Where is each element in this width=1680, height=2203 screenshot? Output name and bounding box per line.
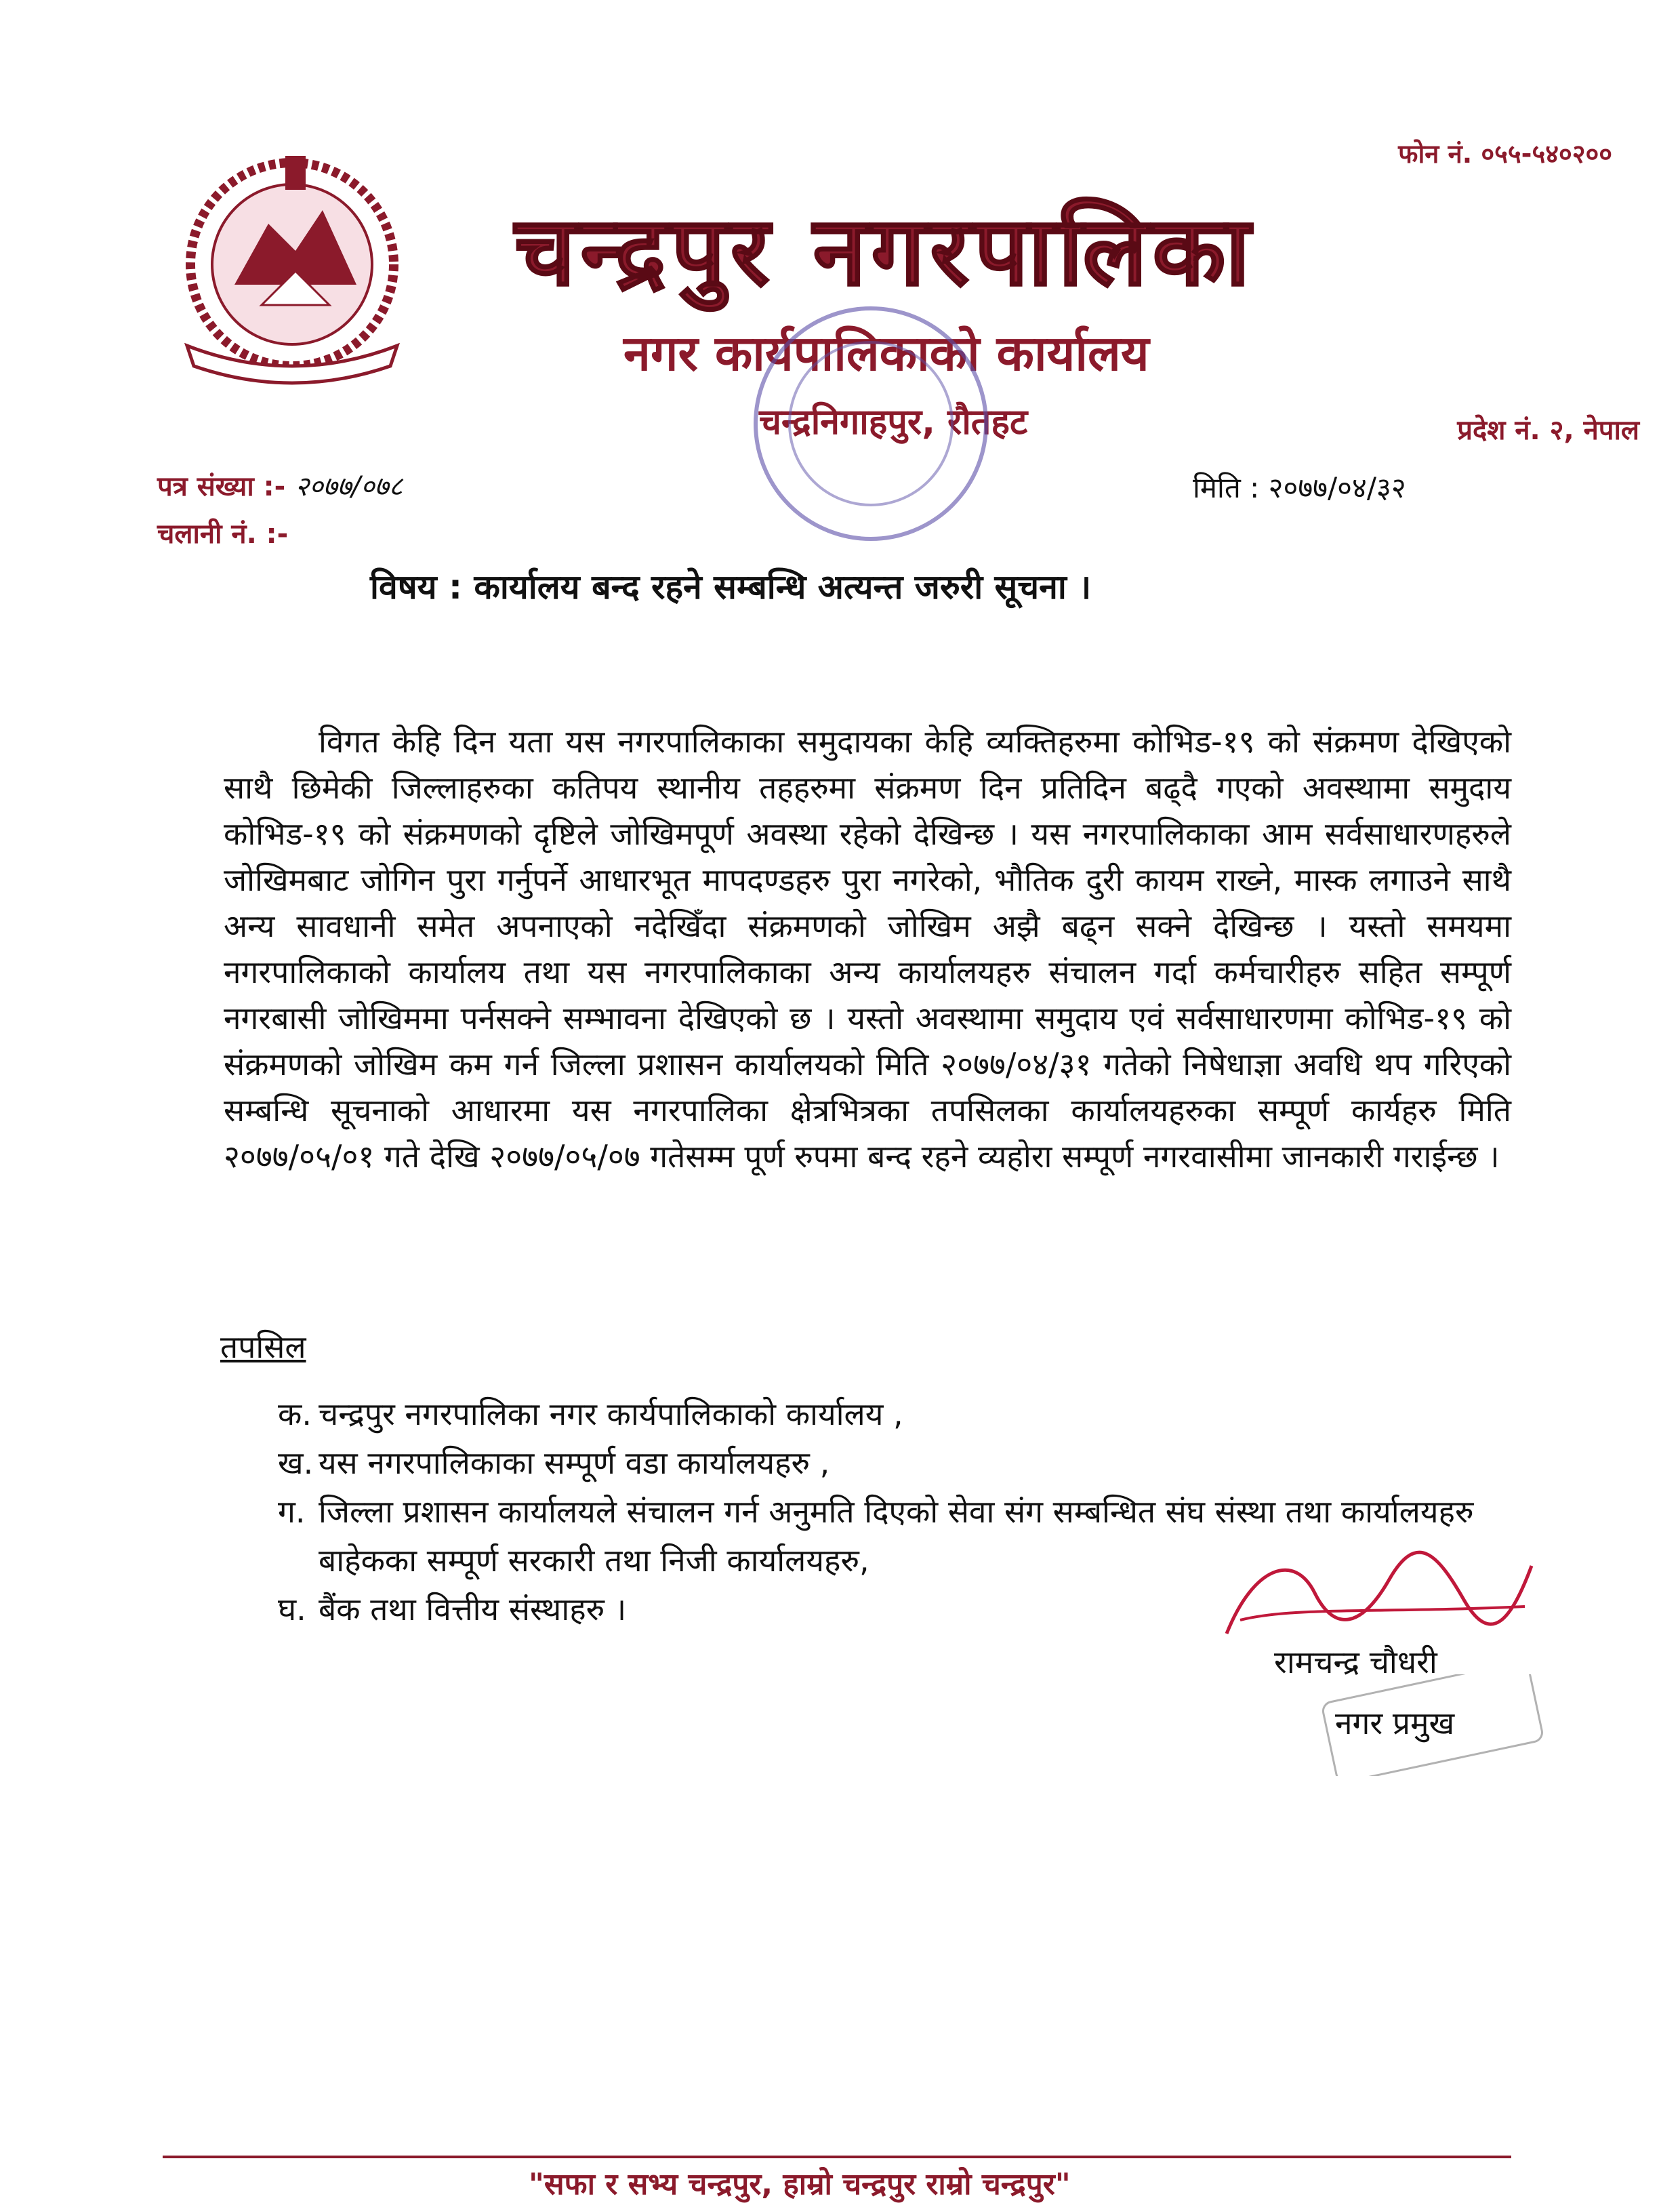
office-address: चन्द्रनिगाहपुर, रौतहट — [759, 402, 1028, 443]
list-item — [278, 1390, 1518, 1438]
list-item-text: चन्द्रपुर नगरपालिका नगर कार्यपालिकाको कार्यालय , — [319, 1396, 903, 1432]
dispatch-number-label: चलानी नं. :- — [157, 519, 289, 550]
list-item-text: बैंक तथा वित्तीय संस्थाहरु । — [319, 1591, 627, 1628]
list-item — [278, 1438, 1518, 1487]
list-item-text: यस नगरपालिकाका सम्पूर्ण वडा कार्यालयहरु , — [319, 1444, 830, 1481]
subject-line: विषय : कार्यालय बन्द रहने सम्बन्धि अत्यन्त जरुरी सूचना । — [370, 567, 1092, 607]
municipality-name: चन्द्रपुर नगरपालिका — [515, 197, 1256, 307]
nepal-emblem-logo — [160, 149, 424, 393]
signatory-title: नगर प्रमुख — [1335, 1705, 1455, 1741]
province-label: प्रदेश नं. २, नेपाल — [1457, 415, 1639, 446]
list-item-marker: क. — [278, 1396, 312, 1432]
footer-divider — [163, 2156, 1511, 2158]
phone-number: फोन नं. ०५५-५४०२०० — [1398, 139, 1612, 169]
handwritten-signature — [1213, 1539, 1538, 1647]
list-item-marker: घ. — [278, 1591, 306, 1628]
list-item-marker: ख. — [278, 1444, 314, 1481]
footer-slogan: "सफा र सभ्य चन्द्रपुर, हाम्रो चन्द्रपुर राम्रो चन्द्रपुर" — [529, 2167, 1071, 2202]
letter-number — [157, 466, 403, 504]
office-name: नगर कार्यपालिकाको कार्यालय — [623, 325, 1149, 382]
annex-heading: तपसिल — [220, 1329, 306, 1365]
letter-date: मिति : २०७७/०४/३२ — [1193, 471, 1406, 504]
letter-number-value: २०७७/०७८ — [295, 471, 403, 502]
office-stamp — [739, 291, 1003, 556]
body-text — [224, 719, 1511, 1179]
list-item-text: जिल्ला प्रशासन कार्यालयले संचालन गर्न अनुमति दिएको सेवा संग सम्बन्धित संघ संस्था तथा कार्यालयहरु बाहेकका सम्पूर्ण सरकारी तथा निजी कार्यालयहरु, — [319, 1493, 1474, 1579]
list-item-marker: ग. — [278, 1493, 306, 1530]
letter-number-label: पत्र संख्या :- — [157, 471, 286, 502]
signatory-name: रामचन्द्र चौधरी — [1274, 1644, 1437, 1680]
body-paragraph: विगत केहि दिन यता यस नगरपालिकाका समुदायका केहि व्यक्तिहरुमा कोभिड-१९ को संक्रमण देखिएको साथै छिमेकी जिल्लाहरुका कतिपय स्थानीय तहहरुमा संक्रमण दिन प्रतिदिन बढ्दै गएको अवस्थामा समुदाय कोभिड-१९ को संक्रमणको दृष्टिले जोखिमपूर्ण अवस्था रहेको देखिन्छ । यस नगरपालिकाका आम सर्वसाधारणहरुले जोखिमबाट जोगिन पुरा गर्नुपर्ने आधारभूत मापदण्डहरु पुरा नगरेको, भौतिक दुरी कायम राख्ने, मास्क लगाउने साथै अन्य सावधानी समेत अपनाएको नदेखिँदा संक्रमणको जोखिम अझै बढ्न सक्ने देखिन्छ । यस्तो समयमा नगरपालिकाको कार्यालय तथा यस नगरपालिकाका अन्य कार्यालयहरु संचालन गर्दा कर्मचारीहरु सहित सम्पूर्ण नगरबासी जोखिममा पर्नसक्ने सम्भावना देखिएको छ । यस्तो अवस्थामा समुदाय एवं सर्वसाधारणमा कोभिड-१९ को संक्रमणको जोखिम कम गर्न जिल्ला प्रशासन कार्यालयको मिति २०७७/०४/३१ गतेको निषेधाज्ञा अवधि थप गरिएको सम्बन्धि सूचनाको आधारमा यस नगरपालिका क्षेत्रभित्रका तपसिलका कार्यालयहरुका सम्पूर्ण कार्यहरु मिति २०७७/०५/०१ गते देखि २०७७/०५/०७ गतेसम्म पूर्ण रुपमा बन्द रहने व्यहोरा सम्पूर्ण नगरवासीमा जानकारी गराईन्छ । — [224, 723, 1511, 1175]
